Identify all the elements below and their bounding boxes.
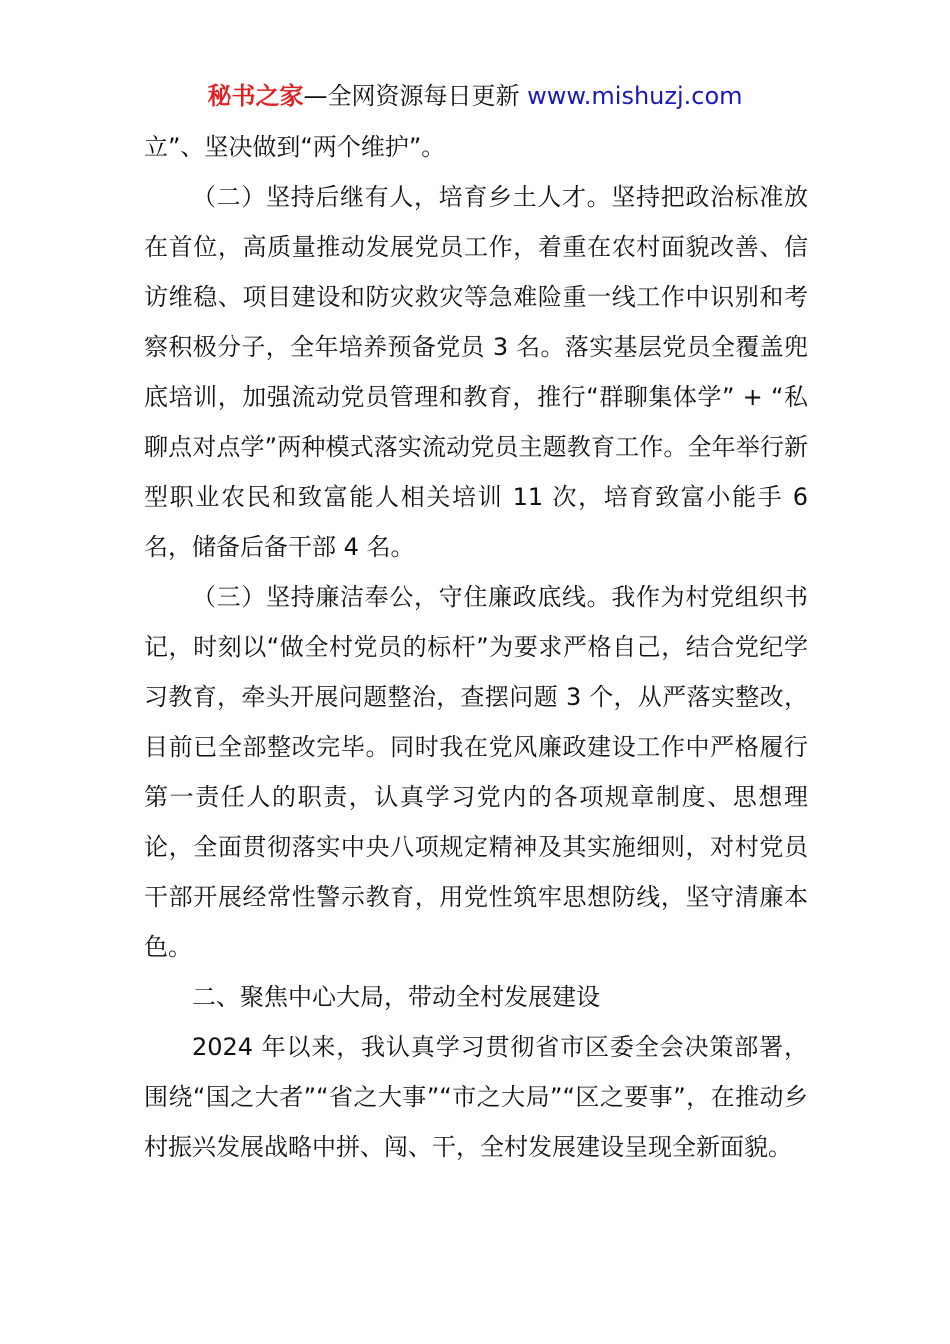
- document-body: [144, 122, 808, 1172]
- paragraph-section-3: （三）坚持廉洁奉公，守住廉政底线。我作为村党组织书记，时刻以“做全村党员的标杆”为要求严格自己，结合党纪学习教育，牵头开展问题整治，查摆问题 3 个，从严落实整改，目前已全部整改完毕。同时我在党风廉政建设工作中严格履行第一责任人的职责，认真学习党内的各项规章制度、思想理论，全面贯彻落实中央八项规定精神及其实施细则，对村党员干部开展经常性警示教育，用党性筑牢思想防线，坚守清廉本色。: [144, 583, 808, 961]
- site-header: [0, 78, 950, 114]
- site-brand: 秘书之家: [207, 82, 304, 110]
- site-tagline: —全网资源每日更新: [303, 82, 520, 110]
- site-url-link[interactable]: www.mishuzj.com: [527, 82, 743, 110]
- section-heading: 二、聚焦中心大局，带动全村发展建设: [192, 983, 600, 1011]
- paragraph-section-2: （二）坚持后继有人，培育乡土人才。坚持把政治标准放在首位，高质量推动发展党员工作，着重在农村面貌改善、信访维稳、项目建设和防灾救灾等急难险重一线工作中识别和考察积极分子，全年培养预备党员 3 名。落实基层党员全覆盖兜底培训，加强流动党员管理和教育，推行“群聊集体学” + “私聊点对点学”两种模式落实流动党员主题教育工作。全年举行新型职业农民和致富能人相关培训 11 次，培育致富小能手 6 名，储备后备干部 4 名。: [144, 183, 808, 561]
- paragraph-continuation: 立”、坚决做到“两个维护”。: [144, 133, 446, 161]
- paragraph-intro-2024: 2024 年以来，我认真学习贯彻省市区委全会决策部署，围绕“国之大者”“省之大事”“市之大局”“区之要事”，在推动乡村振兴发展战略中拼、闯、干，全村发展建设呈现全新面貌。: [144, 1033, 808, 1161]
